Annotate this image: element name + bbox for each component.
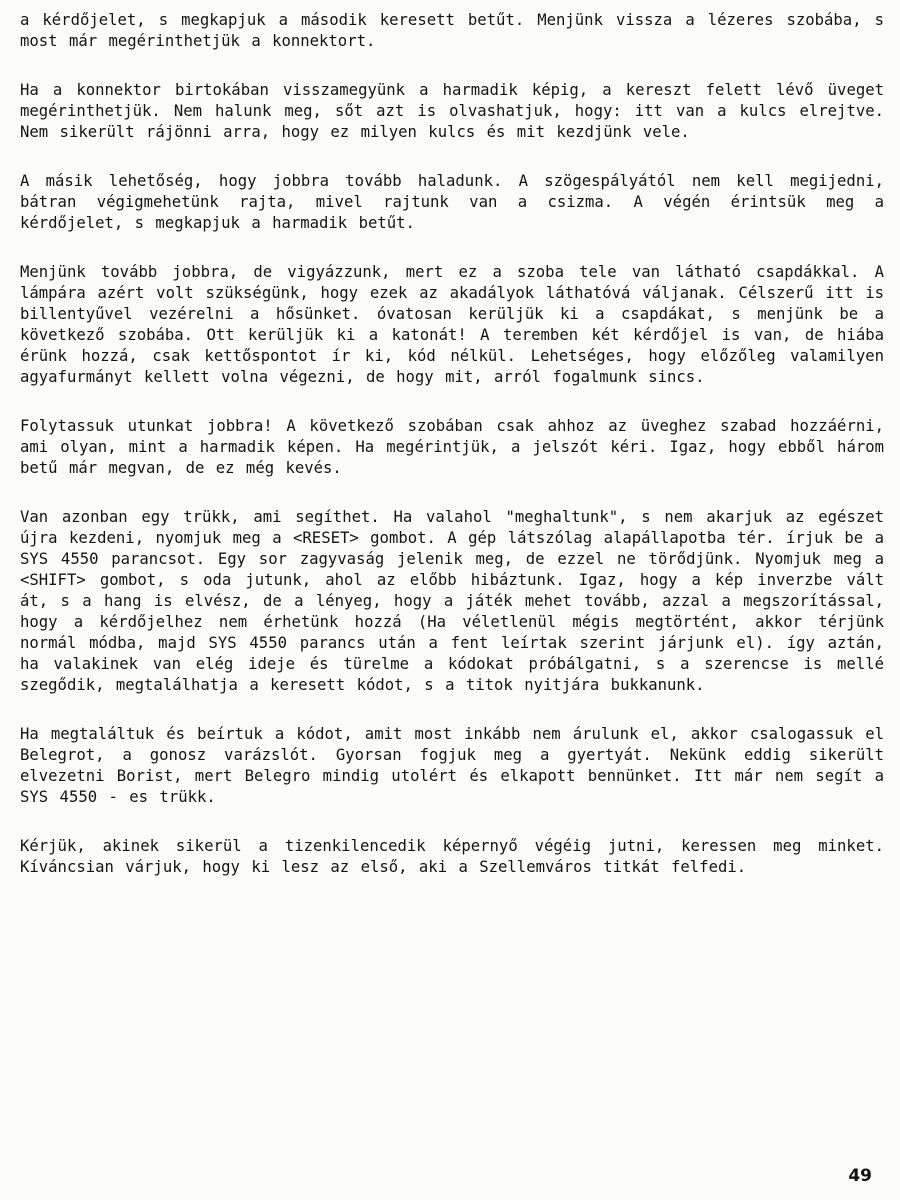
article-body: [20, 10, 884, 878]
paragraph-5: Folytassuk utunkat jobbra! A következő szobában csak ahhoz az üveghez szabad hozzáérni, ami olyan, mint a harmadik képen. Ha megérintjük, a jelszót kéri. Igaz, hogy ebből három betű már megvan, de ez még kevés.: [20, 417, 884, 477]
paragraph-7: Ha megtaláltuk és beírtuk a kódot, amit most inkább nem árulunk el, akkor csalogassuk el Belegrot, a gonosz varázslót. Gyorsan fogjuk meg a gyertyát. Nekünk eddig sikerült elvezetni Borist, mert Belegro mindig utolért és elkapott bennünket. Itt már nem segít a SYS 4550 - es trükk.: [20, 725, 884, 806]
page-number: 49: [848, 1166, 872, 1186]
paragraph-2: Ha a konnektor birtokában visszamegyünk a harmadik képig, a kereszt felett lévő üveget megérinthetjük. Nem halunk meg, sőt azt is olvashatjuk, hogy: itt van a kulcs elrejtve. Nem sikerült rájönni arra, hogy ez milyen kulcs és mit kezdjünk vele.: [20, 81, 884, 141]
paragraph-8: Kérjük, akinek sikerül a tizenkilencedik képernyő végéig jutni, keressen meg minket. Kíváncsian várjuk, hogy ki lesz az első, aki a Szellemváros titkát felfedi.: [20, 837, 884, 876]
paragraph-3: A másik lehetőség, hogy jobbra tovább haladunk. A szögespályától nem kell megijedni, bátran végigmehetünk rajta, mivel rajtunk van a csizma. A végén érintsük meg a kérdőjelet, s megkapjuk a harmadik betűt.: [20, 172, 884, 232]
paragraph-1: a kérdőjelet, s megkapjuk a második keresett betűt. Menjünk vissza a lézeres szobába, s most már megérinthetjük a konnektort.: [20, 11, 884, 50]
paragraph-4: Menjünk tovább jobbra, de vigyázzunk, mert ez a szoba tele van látható csapdákkal. A lámpára azért volt szükségünk, hogy ezek az akadályok láthatóvá váljanak. Célszerű itt is billentyűvel vezérelni a hősünket. óvatosan kerüljük ki a csapdákat, s menjünk be a következő szobába. Ott kerüljük ki a katonát! A teremben két kérdőjel is van, de hiába érünk hozzá, csak kettőspontot ír ki, kód nélkül. Lehetséges, hogy előzőleg valamilyen agyafurmányt kellett volna végezni, de hogy mit, arról fogalmunk sincs.: [20, 263, 884, 386]
paragraph-6: Van azonban egy trükk, ami segíthet. Ha valahol "meghaltunk", s nem akarjuk az egészet újra kezdeni, nyomjuk meg a <RESET> gombot. A gép látszólag alapállapotba tér. írjuk be a SYS 4550 parancsot. Egy sor zagyvaság jelenik meg, de ezzel ne törődjünk. Nyomjuk meg a <SHIFT> gombot, s oda jutunk, ahol az előbb hibáztunk. Igaz, hogy a kép inverzbe vált át, s a hang is elvész, de a lényeg, hogy a játék mehet tovább, azzal a megszorítással, hogy a kérdőjelhez nem érhetünk hozzá (Ha véletlenül mégis megtörtént, akkor térjünk normál módba, majd SYS 4550 parancs után a fent leírtak szerint járjunk el). így aztán, ha valakinek van elég ideje és türelme a kódokat próbálgatni, s a szerencse is mellé szegődik, megtalálhatja a keresett kódot, s a titok nyitjára bukkanunk.: [20, 508, 884, 694]
